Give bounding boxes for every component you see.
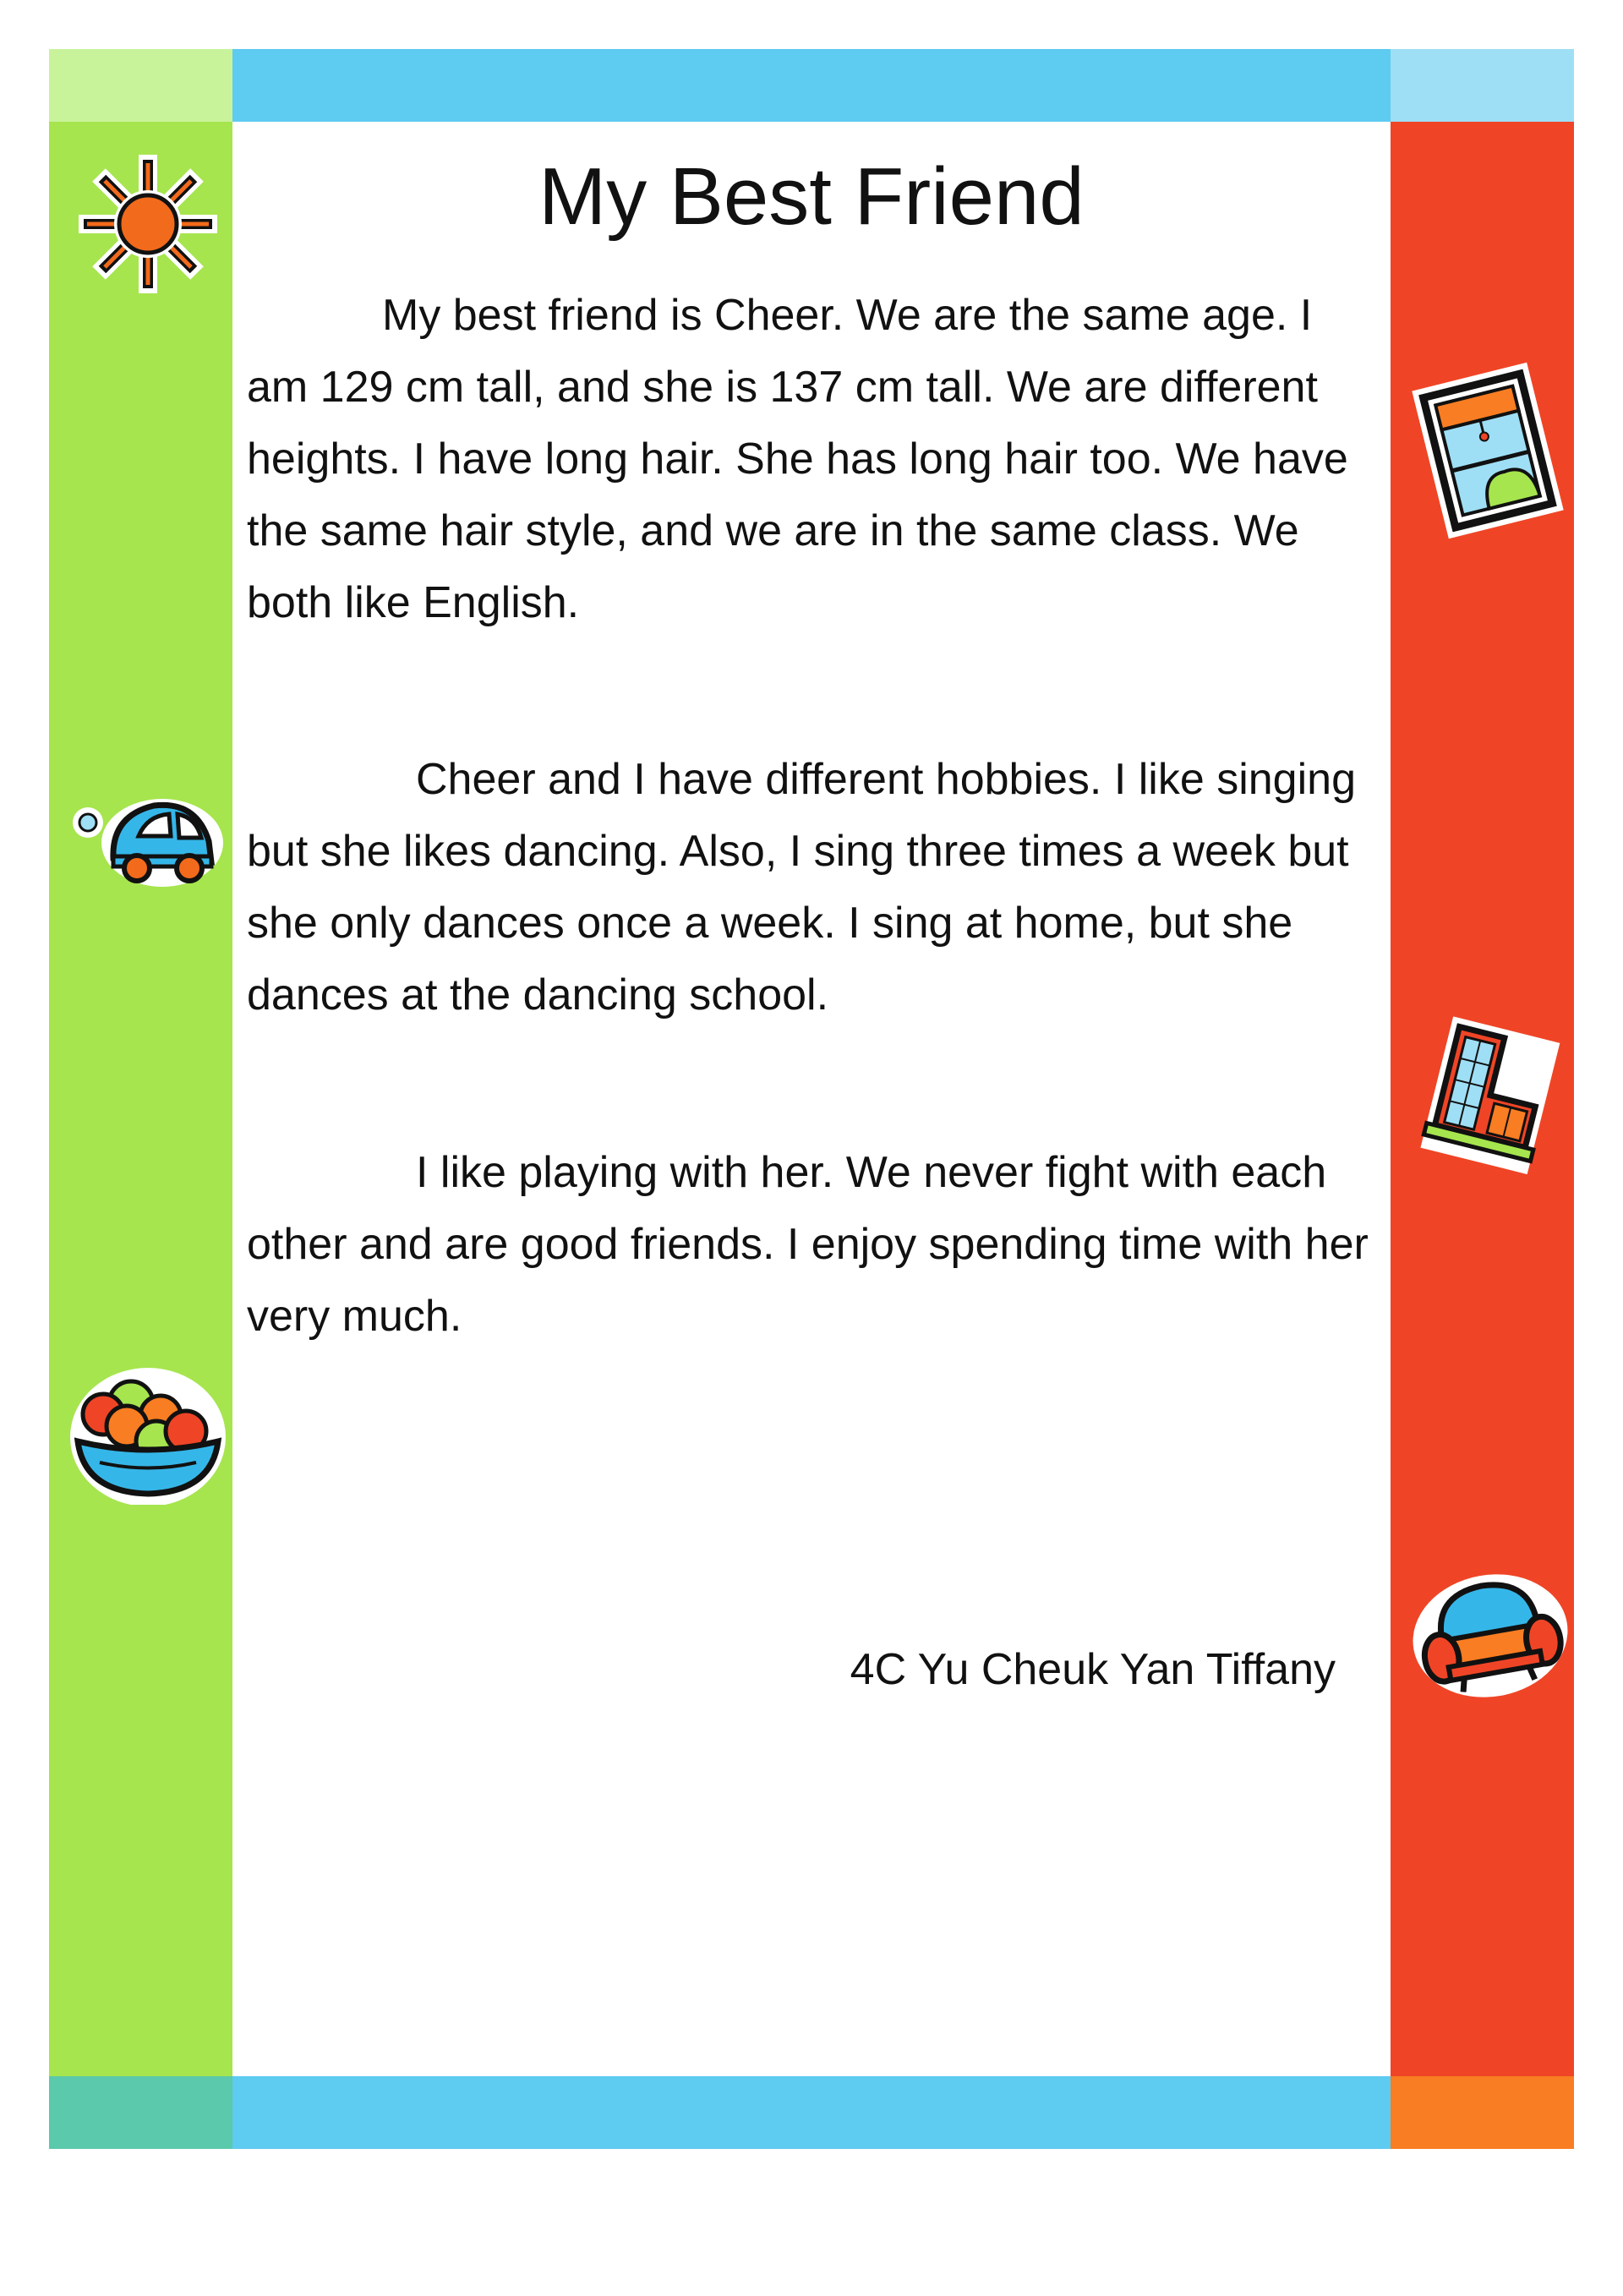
border-top: [232, 49, 1391, 122]
border-corner-bottom-right: [1391, 2076, 1574, 2149]
author-signature: 4C Yu Cheuk Yan Tiffany: [850, 1645, 1336, 1694]
paragraph-3: I like playing with her. We never fight with each other and are good friends. I enjoy spending time with her very much.: [247, 1148, 1369, 1341]
border-corner-top-right: [1391, 49, 1574, 122]
paragraph-2: Cheer and I have different hobbies. I like singing but she likes dancing. Also, I sing three times a week but she only dances once a week. I sing at home, but she dances at the dancing school.: [247, 755, 1356, 1020]
window-icon: [1407, 362, 1568, 539]
sun-icon: [68, 144, 228, 304]
car-icon: [69, 782, 226, 892]
border-left: [49, 122, 232, 2076]
fruit-bowl-icon: [68, 1357, 228, 1505]
building-icon: [1410, 1010, 1566, 1179]
border-bottom: [232, 2076, 1391, 2149]
border-corner-bottom-left: [49, 2076, 232, 2149]
sofa-icon: [1410, 1568, 1571, 1703]
paragraph-1: My best friend is Cheer. We are the same age. I am 129 cm tall, and she is 137 cm tall. We are different heights. I have long hair. She has long hair too. We have the same hair style, and we are in the same class. We both like English.: [247, 291, 1348, 627]
border-corner-top-left: [49, 49, 232, 122]
page-title: My Best Friend: [538, 151, 1085, 242]
